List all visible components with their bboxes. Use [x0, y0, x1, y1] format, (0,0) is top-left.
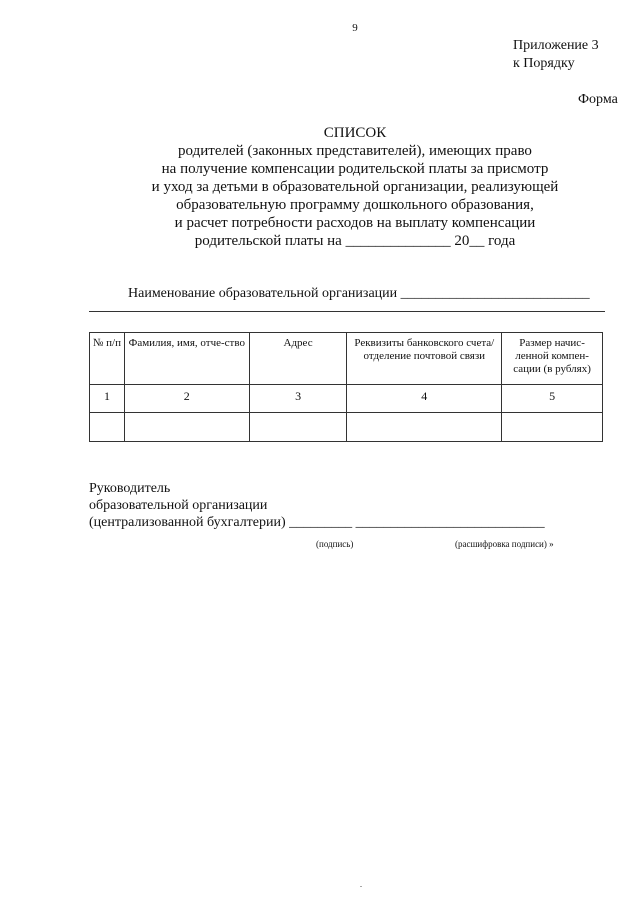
signature-line-3: (централизованной бухгалтерии) _________ ___________________________	[89, 515, 545, 530]
page-number: 9	[352, 22, 358, 34]
empty-cell	[90, 413, 125, 442]
title-line-5: и расчет потребности расходов на выплату компенсации	[174, 215, 536, 231]
signature-block	[89, 480, 545, 531]
title-line-2: на получение компенсации родительской платы за присмотр	[161, 161, 549, 177]
header-compensation-amount: Размер начис-ленной компен-сации (в рублях)	[502, 333, 603, 385]
table-row	[90, 413, 603, 442]
footer-mark: .	[360, 880, 362, 889]
header-number: № п/п	[90, 333, 125, 385]
title-line-1: родителей (законных представителей), имеющих право	[178, 143, 532, 159]
column-number-2: 2	[124, 385, 249, 413]
title-line-3: и уход за детьми в образовательной организации, реализующей	[151, 179, 559, 195]
table-header-row	[90, 333, 603, 385]
title-heading: СПИСОК	[323, 125, 387, 141]
column-number-5: 5	[502, 385, 603, 413]
form-label: Форма	[578, 92, 618, 107]
empty-cell	[347, 413, 502, 442]
column-number-3: 3	[249, 385, 347, 413]
column-number-4: 4	[347, 385, 502, 413]
empty-cell	[124, 413, 249, 442]
header-bank-details: Реквизиты банковского счета/отделение почтовой связи	[347, 333, 502, 385]
empty-cell	[502, 413, 603, 442]
appendix-line-2: к Порядку	[513, 56, 575, 71]
signature-caption: (подпись)	[316, 539, 354, 549]
appendix-block	[513, 37, 599, 73]
title-line-6: родительской платы на ______________ 20__ года	[194, 233, 516, 249]
org-name-fill-line	[89, 311, 605, 312]
compensation-table	[89, 332, 603, 442]
header-full-name: Фамилия, имя, отче-ство	[124, 333, 249, 385]
signature-decode-caption: (расшифровка подписи) »	[455, 539, 554, 549]
signature-line-2: образовательной организации	[89, 498, 268, 513]
column-number-1: 1	[90, 385, 125, 413]
title-line-4: образовательную программу дошкольного образования,	[176, 197, 534, 213]
document-title	[0, 124, 640, 250]
signature-line-1: Руководитель	[89, 481, 171, 496]
appendix-line-1: Приложение 3	[513, 38, 599, 53]
org-name-label: Наименование образовательной организации ___________________________	[128, 286, 590, 301]
header-address: Адрес	[249, 333, 347, 385]
table-row	[90, 385, 603, 413]
empty-cell	[249, 413, 347, 442]
